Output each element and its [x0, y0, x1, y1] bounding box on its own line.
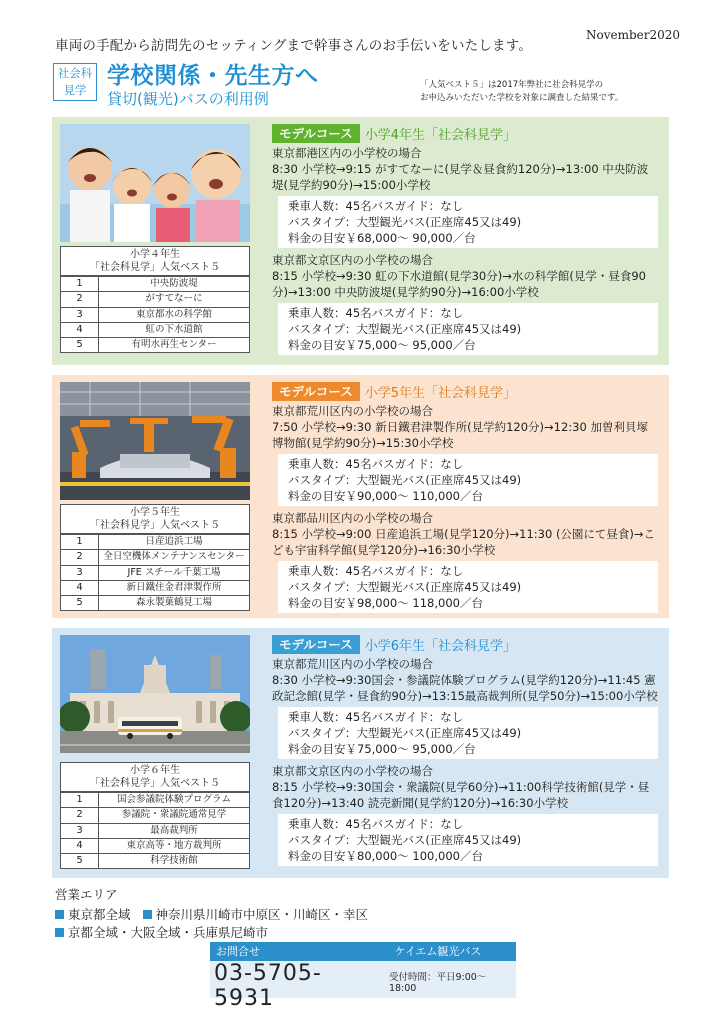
model-course-badge: モデルコース	[272, 124, 360, 143]
example-info-box	[278, 814, 658, 866]
service-area-row-1	[55, 905, 380, 923]
table-row	[61, 792, 249, 807]
rank-cell: 2	[61, 292, 99, 306]
table-row	[61, 595, 249, 610]
example-school: 東京都文京区内の小学校の場合	[272, 764, 433, 778]
area-text: 東京都全域	[68, 907, 131, 922]
bus-type-text: バスタイプ：大型観光バス(正座席45又は49)	[288, 473, 522, 487]
phone-number[interactable]: 03-5705-5931	[214, 961, 322, 1011]
spot-cell: JFE スチール千葉工場	[127, 566, 221, 578]
area-item	[55, 923, 268, 941]
example-school: 東京都荒川区内の小学校の場合	[272, 657, 433, 671]
best5-title-1: 小学４年生	[130, 249, 180, 260]
spot-cell: 東京都水の科学館	[135, 308, 212, 320]
service-area-row-2	[55, 923, 280, 941]
price-text: 料金の目安￥68,000～ 90,000／台	[288, 231, 476, 245]
spot-cell: 最高裁判所	[150, 824, 198, 836]
example-school: 東京都品川区内の小学校の場合	[272, 511, 433, 525]
model-course-badge: モデルコース	[272, 635, 360, 654]
spot-cell: 虹の下水道館	[145, 323, 203, 335]
best5-header	[61, 505, 249, 534]
course-details	[272, 124, 664, 359]
rank-cell: 5	[61, 338, 99, 352]
example-info-box	[278, 707, 658, 759]
intro-text: 車両の手配から訪問先のセッティングまで幹事さんのお手伝いをいたします。	[55, 38, 533, 54]
rank-cell: 3	[61, 824, 99, 838]
rank-cell: 1	[61, 277, 99, 291]
example-route: 8:15 小学校→9:30 虹の下水道館(見学30分)→水の科学館(見学・昼食90分)→13:00 中央防波堤(見学約90分)→16:00小学校	[272, 269, 646, 299]
price-text: 料金の目安￥90,000～ 110,000／台	[288, 489, 483, 503]
example-route: 8:30 小学校→9:15 がすてなーに(見学＆昼食約120分)→13:00 中央防波堤(見学約90分)→15:00小学校	[272, 162, 649, 192]
course-title: 小学6年生「社会科見学」	[364, 639, 517, 654]
example-route: 8:15 小学校→9:30国会・衆議院(見学60分)→11:00科学技術館(見学・昼食120分)→13:40 読売新聞(見学約120分)→16:30小学校	[272, 780, 650, 810]
example-route: 8:15 小学校→9:00 日産追浜工場(見学120分)→11:30 (公園にて昼食)→こども宇宙科学館(見学120分)→16:30小学校	[272, 527, 656, 557]
spot-cell: 森永製菓鶴見工場	[135, 597, 212, 609]
tag-line-1: 社会科	[57, 66, 93, 80]
rank-cell: 3	[61, 308, 99, 322]
rank-cell: 2	[61, 550, 99, 564]
company-name: ケイエム観光バス	[360, 942, 516, 961]
best5-title-1: 小学６年生	[130, 765, 180, 776]
example-school: 東京都荒川区内の小学校の場合	[272, 404, 433, 418]
factory-robots-photo	[60, 382, 250, 500]
best5-table-grade6	[60, 762, 250, 869]
price-text: 料金の目安￥80,000～ 100,000／台	[288, 849, 483, 863]
spot-cell: 国会参議院体験プログラム	[117, 794, 231, 805]
note-line-1: 「人気ベスト５」は2017年弊社に社会科見学の	[420, 80, 604, 90]
course-panel-grade6	[52, 628, 669, 878]
riders-text: 乗車人数：45名バスガイド：なし	[288, 199, 464, 213]
best5-header	[61, 247, 249, 276]
bus-type-text: バスタイプ：大型観光バス(正座席45又は49)	[288, 580, 522, 594]
table-row	[61, 337, 249, 352]
table-row	[61, 807, 249, 822]
page-subtitle: 貸切(観光)バスの利用例	[107, 90, 269, 108]
price-text: 料金の目安￥75,000～ 95,000／台	[288, 338, 476, 352]
best5-title-2: 「社会科見学」人気ベスト５	[90, 261, 220, 273]
bus-type-text: バスタイプ：大型観光バス(正座席45又は49)	[288, 322, 522, 336]
page-title: 学校関係・先生方へ	[107, 63, 319, 89]
bus-type-text: バスタイプ：大型観光バス(正座席45又は49)	[288, 833, 522, 847]
spot-cell: 日産追浜工場	[145, 536, 203, 547]
bus-type-text: バスタイプ：大型観光バス(正座席45又は49)	[288, 215, 522, 229]
best5-title-2: 「社会科見学」人気ベスト５	[90, 777, 220, 789]
example-info-box	[278, 454, 658, 506]
table-row	[61, 291, 249, 306]
rank-cell: 5	[61, 854, 99, 868]
spot-cell: 東京高等・地方裁判所	[126, 839, 222, 851]
table-row	[61, 322, 249, 337]
example-route: 7:50 小学校→9:30 新日鐵君津製作所(見学約120分)→12:30 加曽利貝塚博物館(見学約90分)→15:30小学校	[272, 420, 648, 450]
best5-header	[61, 763, 249, 792]
area-text: 京都全域・大阪全域・兵庫県尼崎市	[68, 925, 269, 940]
business-hours: 受付時間：平日9:00～ 18:00	[388, 972, 487, 994]
table-row	[61, 276, 249, 291]
spot-cell: がすてなーに	[145, 293, 203, 305]
contact-label: お問合せ	[210, 942, 360, 961]
rank-cell: 3	[61, 566, 99, 580]
area-item	[143, 905, 369, 923]
example-school: 東京都港区内の小学校の場合	[272, 146, 422, 160]
rank-cell: 1	[61, 535, 99, 549]
area-text: 神奈川県川崎市中原区・川崎区・幸区	[155, 907, 369, 922]
course-panel-grade4	[52, 117, 669, 365]
table-row	[61, 534, 249, 549]
spot-cell: 新日鐵住金君津製作所	[126, 581, 222, 593]
contact-box	[210, 942, 516, 1011]
example-info-box	[278, 196, 658, 248]
rank-cell: 4	[61, 323, 99, 337]
course-title: 小学5年生「社会科見学」	[364, 386, 517, 401]
rank-cell: 4	[61, 839, 99, 853]
table-row	[61, 823, 249, 838]
diet-building-photo	[60, 635, 250, 753]
square-bullet-icon	[143, 910, 152, 919]
table-row	[61, 565, 249, 580]
spot-cell: 参議院・衆議院通常見学	[121, 809, 227, 821]
bus-type-text: バスタイプ：大型観光バス(正座席45又は49)	[288, 726, 522, 740]
riders-text: 乗車人数：45名バスガイド：なし	[288, 817, 464, 831]
example-info-box	[278, 561, 658, 613]
best5-table-grade4	[60, 246, 250, 353]
riders-text: 乗車人数：45名バスガイド：なし	[288, 457, 464, 471]
table-row	[61, 853, 249, 868]
example-route: 8:30 小学校→9:30国会・参議院体験プログラム(見学約120分)→11:45 憲政記念館(見学・昼食約90分)→13:15最高裁判所(見学50分)→15:00小学校	[272, 673, 658, 703]
ranking-note	[420, 79, 700, 105]
square-bullet-icon	[55, 910, 64, 919]
course-details	[272, 635, 664, 870]
example-info-box	[278, 303, 658, 355]
rank-cell: 1	[61, 793, 99, 807]
area-item	[55, 905, 131, 923]
best5-table-grade5	[60, 504, 250, 611]
riders-text: 乗車人数：45名バスガイド：なし	[288, 710, 464, 724]
category-tag	[53, 63, 97, 101]
model-course-badge: モデルコース	[272, 382, 360, 401]
table-row	[61, 549, 249, 564]
example-school: 東京都文京区内の小学校の場合	[272, 253, 433, 267]
price-text: 料金の目安￥98,000～ 118,000／台	[288, 596, 483, 610]
spot-cell: 全日空機体メンテナンスセンター	[103, 551, 245, 563]
table-row	[61, 580, 249, 595]
table-row	[61, 838, 249, 853]
tag-line-2: 見学	[63, 83, 87, 97]
course-details	[272, 382, 664, 617]
course-title: 小学4年生「社会科見学」	[364, 128, 517, 143]
rank-cell: 4	[61, 581, 99, 595]
children-photo	[60, 124, 250, 242]
table-row	[61, 307, 249, 322]
spot-cell: 有明水再生センター	[131, 339, 217, 351]
square-bullet-icon	[55, 928, 64, 937]
service-area-title: 営業エリア	[55, 887, 118, 902]
best5-title-2: 「社会科見学」人気ベスト５	[90, 519, 220, 531]
riders-text: 乗車人数：45名バスガイド：なし	[288, 564, 464, 578]
spot-cell: 科学技術館	[150, 855, 198, 867]
spot-cell: 中央防波堤	[150, 278, 198, 289]
course-panel-grade5	[52, 375, 669, 618]
note-line-2: お申込みいただいた学校を対象に調査した結果です。	[420, 93, 624, 103]
price-text: 料金の目安￥75,000～ 95,000／台	[288, 742, 476, 756]
best5-title-1: 小学５年生	[130, 507, 180, 518]
rank-cell: 5	[61, 596, 99, 610]
riders-text: 乗車人数：45名バスガイド：なし	[288, 306, 464, 320]
date-label: November2020	[586, 28, 681, 42]
rank-cell: 2	[61, 808, 99, 822]
